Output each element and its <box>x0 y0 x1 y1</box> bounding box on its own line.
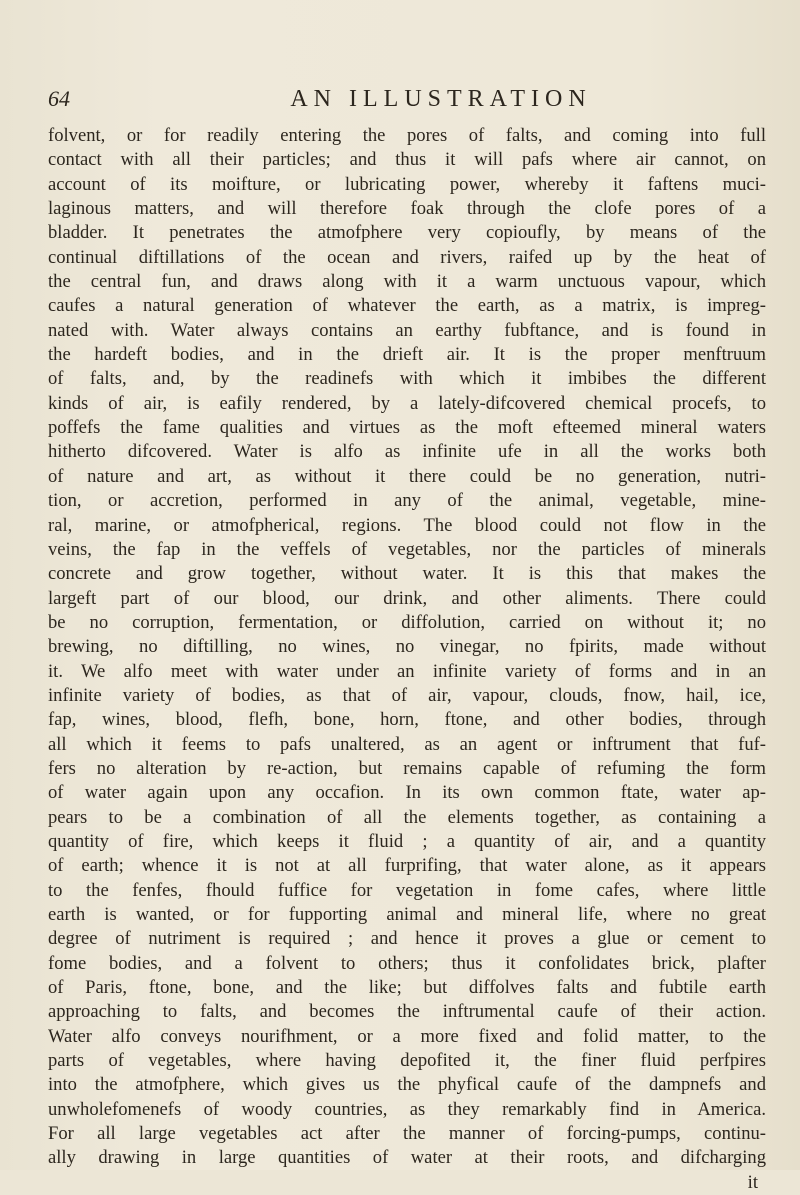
text-line: the hardeft bodies, and in the drieft air. It is the proper menftruum <box>48 344 766 366</box>
text-line: laginous matters, and will therefore foak through the clofe pores of a <box>48 198 766 220</box>
text-line: brewing, no diftilling, no wines, no vinegar, no fpirits, made without <box>48 636 766 658</box>
text-line: For all large vegetables act after the manner of forcing-pumps, continu- <box>48 1123 766 1145</box>
text-line: ral, marine, or atmofpherical, regions. The blood could not flow in the <box>48 514 766 536</box>
text-line: of earth; whence it is not at all furprifing, that water alone, as it appears <box>48 855 766 877</box>
text-line: Water alfo conveys nourifhment, or a more fixed and folid matter, to the <box>48 1025 766 1047</box>
body-text <box>48 124 766 1195</box>
text-line: parts of vegetables, where having depofited it, the finer fluid perfpires <box>48 1050 766 1072</box>
page-number: 64 <box>48 86 70 111</box>
text-line: the central fun, and draws along with it a warm unctuous vapour, which <box>48 271 766 293</box>
text-line: fers no alteration by re-action, but remains capable of refuming the form <box>48 757 766 779</box>
text-line: caufes a natural generation of whatever the earth, as a matrix, is impreg- <box>48 295 766 317</box>
text-line: into the atmofphere, which gives us the phyfical caufe of the dampnefs and <box>48 1074 766 1096</box>
text-line: of falts, and, by the readinefs with which it imbibes the different <box>48 368 766 390</box>
text-line: earth is wanted, or for fupporting animal and mineral life, where no great <box>48 904 766 925</box>
running-head: AN ILLUSTRATION <box>290 86 592 112</box>
text-line: fap, wines, blood, flefh, bone, horn, ftone, and other bodies, through <box>48 709 766 731</box>
text-line: pears to be a combination of all the elements together, as containing a <box>48 806 766 828</box>
catchword: it <box>747 1171 758 1193</box>
text-line: kinds of air, is eafily rendered, by a lately-difcovered chemical procefs, to <box>48 392 766 414</box>
text-line: largeft part of our blood, our drink, and other aliments. There could <box>48 587 766 609</box>
text-line: bladder. It penetrates the atmofphere very copioufly, by means of the <box>48 222 766 244</box>
text-line: ally drawing in large quantities of water at their roots, and difcharging <box>48 1147 766 1169</box>
text-line: degree of nutriment is required ; and hence it proves a glue or cement to <box>48 928 766 950</box>
text-line: of water again upon any occafion. In its own common ftate, water ap- <box>48 782 766 804</box>
text-line: all which it feems to pafs unaltered, as an agent or inftrument that fuf- <box>48 733 766 755</box>
text-line: quantity of fire, which keeps it fluid ; a quantity of air, and a quantity <box>48 830 766 852</box>
text-line: to the fenfes, fhould fuffice for vegetation in fome cafes, where little <box>48 879 766 901</box>
text-line: unwholefomenefs of woody countries, as they remarkably find in America. <box>48 1098 766 1120</box>
text-line: folvent, or for readily entering the pores of falts, and coming into full <box>48 125 766 146</box>
text-line: approaching to falts, and becomes the inftrumental caufe of their action. <box>48 1001 766 1023</box>
text-line: poffefs the fame qualities and virtues as the moft efteemed mineral waters <box>48 417 766 439</box>
text-line: account of its moifture, or lubricating power, whereby it faftens muci- <box>48 173 766 195</box>
text-line: contact with all their particles; and thus it will pafs where air cannot, on <box>48 149 766 171</box>
text-line: concrete and grow together, without water. It is this that makes the <box>48 563 766 585</box>
text-line: of nature and art, as without it there could be no generation, nutri- <box>48 465 766 487</box>
text-line: fome bodies, and a folvent to others; thus it confolidates brick, plafter <box>48 952 766 974</box>
page-header <box>48 86 760 116</box>
text-line: veins, the fap in the veffels of vegetables, nor the particles of minerals <box>48 538 766 560</box>
text-line: infinite variety of bodies, as that of air, vapour, clouds, fnow, hail, ice, <box>48 684 766 706</box>
text-line: of Paris, ftone, bone, and the like; but diffolves falts and fubtile earth <box>48 977 766 999</box>
text-line: it. We alfo meet with water under an infinite variety of forms and in an <box>48 660 766 682</box>
text-line: continual diftillations of the ocean and rivers, raifed up by the heat of <box>48 246 766 268</box>
text-line: hitherto difcovered. Water is alfo as infinite ufe in all the works both <box>48 441 766 463</box>
text-line: be no corruption, fermentation, or diffolution, carried on without it; no <box>48 611 766 633</box>
text-line: tion, or accretion, performed in any of the animal, vegetable, mine- <box>48 490 766 512</box>
text-line: nated with. Water always contains an earthy fubftance, and is found in <box>48 319 766 341</box>
